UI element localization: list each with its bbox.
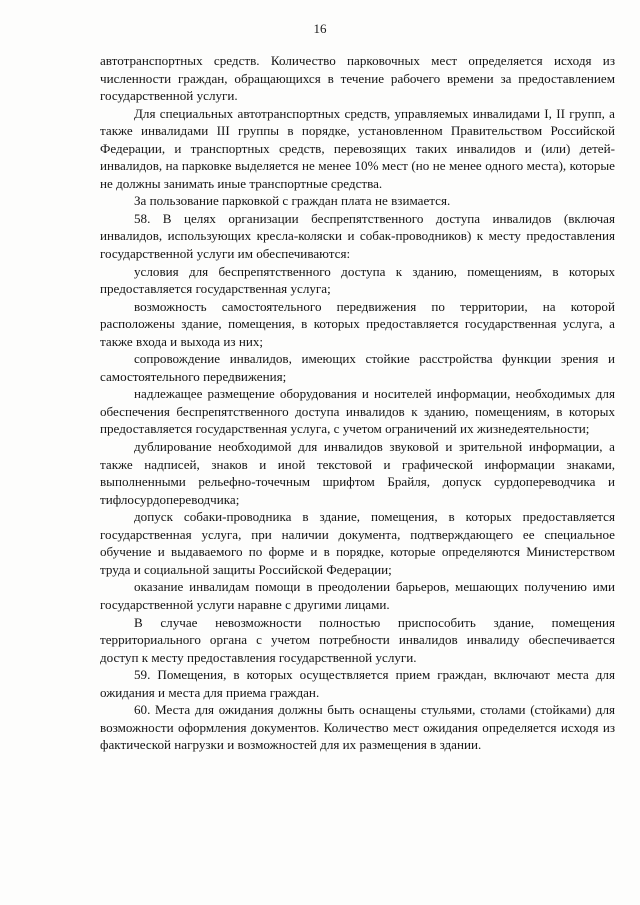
paragraph-item-60: 60. Места для ожидания должны быть оснащены стульями, столами (стойками) для возможности оформления документов. Количество мест ожидания определяется исходя из фактической нагрузки и возможностей для их размещения в здании.	[100, 702, 615, 753]
paragraph-item-58: 58. В целях организации беспрепятственного доступа инвалидов (включая инвалидов, использующих кресла-коляски и собак-проводников) к месту предоставления государственной услуги им обеспечиваются:	[100, 210, 615, 262]
paragraph-parking-count: автотранспортных средств. Количество парковочных мест определяется исходя из численности граждан, обращающихся в течение рабочего времени за предоставлением государственной услуги.	[100, 53, 615, 104]
paragraph-escort: сопровождение инвалидов, имеющих стойкие расстройства функции зрения и самостоятельного передвижения;	[100, 351, 615, 384]
paragraph-special-vehicles: Для специальных автотранспортных средств, управляемых инвалидами I, II групп, а также инвалидами III группы в порядке, установленном Правительством Российской Федерации, и транспортных средств, перевозящих таких инвалидов и (или) детей-инвалидов, на парковке выделяется не менее 10% мест (но не менее одного места), которые не должны занимать иные транспортные средства.	[100, 105, 615, 191]
paragraph-independent-movement: возможность самостоятельного передвижения по территории, на которой расположены здание, помещения, в которых предоставляется государственная услуга, а также входа и выхода из них;	[100, 298, 615, 349]
paragraph-impossible-adaptation: В случае невозможности полностью приспособить здание, помещения территориального органа с учетом потребности инвалидов инвалиду обеспечивается доступ к месту предоставления государственной услуги.	[100, 614, 615, 665]
document-body	[100, 52, 615, 754]
paragraph-barrier-assistance: оказание инвалидам помощи в преодолении барьеров, мешающих получению ими государственной услуги наравне с другими лицами.	[100, 579, 615, 612]
paragraph-equipment-placement: надлежащее размещение оборудования и носителей информации, необходимых для обеспечения беспрепятственного доступа инвалидов к зданию, помещениям, в которых предоставляется государственная услуга, с учетом ограничений их жизнедеятельности;	[100, 386, 615, 437]
paragraph-braille-duplication: дублирование необходимой для инвалидов звуковой и зрительной информации, а также надписей, знаков и иной текстовой и графической информации знаками, выполненными рельефно-точечным шрифтом Брайля, допуск сурдопереводчика и тифлосурдопереводчика;	[100, 439, 615, 507]
paragraph-access-conditions: условия для беспрепятственного доступа к зданию, помещениям, в которых предоставляется государственная услуга;	[100, 263, 615, 297]
paragraph-parking-free: За пользование парковкой с граждан плата не взимается.	[134, 193, 451, 209]
page-number: 16	[313, 21, 327, 36]
paragraph-item-59: 59. Помещения, в которых осуществляется прием граждан, включают места для ожидания и места для приема граждан.	[100, 667, 615, 700]
paragraph-guide-dog: допуск собаки-проводника в здание, помещения, в которых предоставляется государственная услуга, при наличии документа, подтверждающего ее специальное обучение и выдаваемого по форме и в порядке, которые определяются Министерством труда и социальной защиты Российской Федерации;	[100, 509, 615, 577]
